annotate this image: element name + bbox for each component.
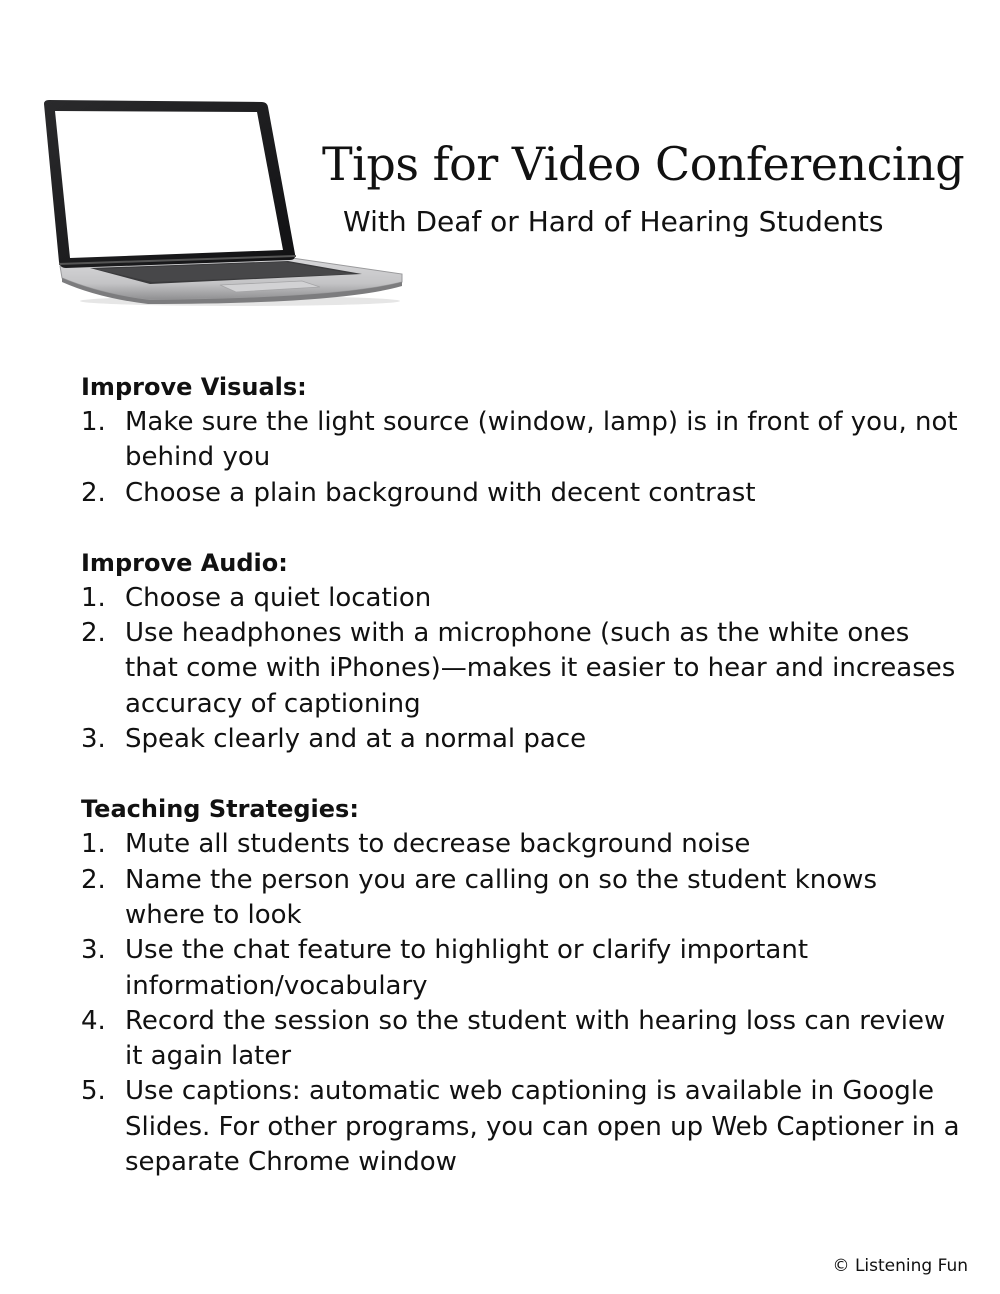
section-heading: Improve Visuals: <box>81 373 307 401</box>
tips-content <box>81 370 961 1215</box>
section-heading: Improve Audio: <box>81 548 288 577</box>
item-text: Use headphones with a microphone (such as the white ones that come with iPhones)—makes it easier to hear and increases accuracy of captioning <box>125 618 956 719</box>
item-number: 1. <box>81 407 106 437</box>
section-improve-visuals <box>81 370 961 511</box>
item-text: Speak clearly and at a normal pace <box>125 724 587 755</box>
list-item <box>81 722 961 757</box>
item-number: 2. <box>81 864 106 895</box>
section-improve-audio <box>81 546 961 757</box>
item-number: 5. <box>81 1076 106 1107</box>
section-teaching-strategies <box>81 792 961 1180</box>
list-item <box>81 1004 961 1075</box>
list-item <box>81 476 961 511</box>
section-heading: Teaching Strategies: <box>81 795 359 824</box>
list-item <box>81 581 961 616</box>
item-text: Name the person you are calling on so the student knows where to look <box>125 864 877 930</box>
tip-list <box>81 827 961 1180</box>
item-number: 3. <box>81 935 106 966</box>
item-text: Choose a quiet location <box>125 582 432 613</box>
copyright-footer: © Listening Fun <box>832 1256 968 1276</box>
item-number: 2. <box>81 618 106 649</box>
item-text: Use captions: automatic web captioning is available in Google Slides. For other programs, you can open up Web Captioner in a separate Chrome window <box>125 1076 960 1178</box>
item-number: 2. <box>81 477 106 508</box>
list-item <box>81 1074 961 1180</box>
tip-list <box>81 581 961 757</box>
item-text: Make sure the light source (window, lamp) is in front of you, not behind you <box>125 407 958 473</box>
list-item <box>81 827 961 862</box>
item-text: Record the session so the student with hearing loss can review it again later <box>125 1005 946 1072</box>
list-item <box>81 405 961 476</box>
tip-list <box>81 405 961 511</box>
item-number: 4. <box>81 1005 106 1036</box>
item-number: 3. <box>81 724 106 755</box>
item-text: Choose a plain background with decent contrast <box>125 477 756 508</box>
list-item <box>81 616 961 722</box>
item-number: 1. <box>81 582 106 613</box>
item-number: 1. <box>81 829 106 860</box>
list-item <box>81 863 961 934</box>
page-subtitle: With Deaf or Hard of Hearing Students <box>343 205 884 238</box>
item-text: Mute all students to decrease background noise <box>125 829 751 860</box>
page-title: Tips for Video Conferencing <box>322 137 965 191</box>
item-text: Use the chat feature to highlight or clarify important information/vocabulary <box>125 935 809 1001</box>
list-item <box>81 933 961 1004</box>
